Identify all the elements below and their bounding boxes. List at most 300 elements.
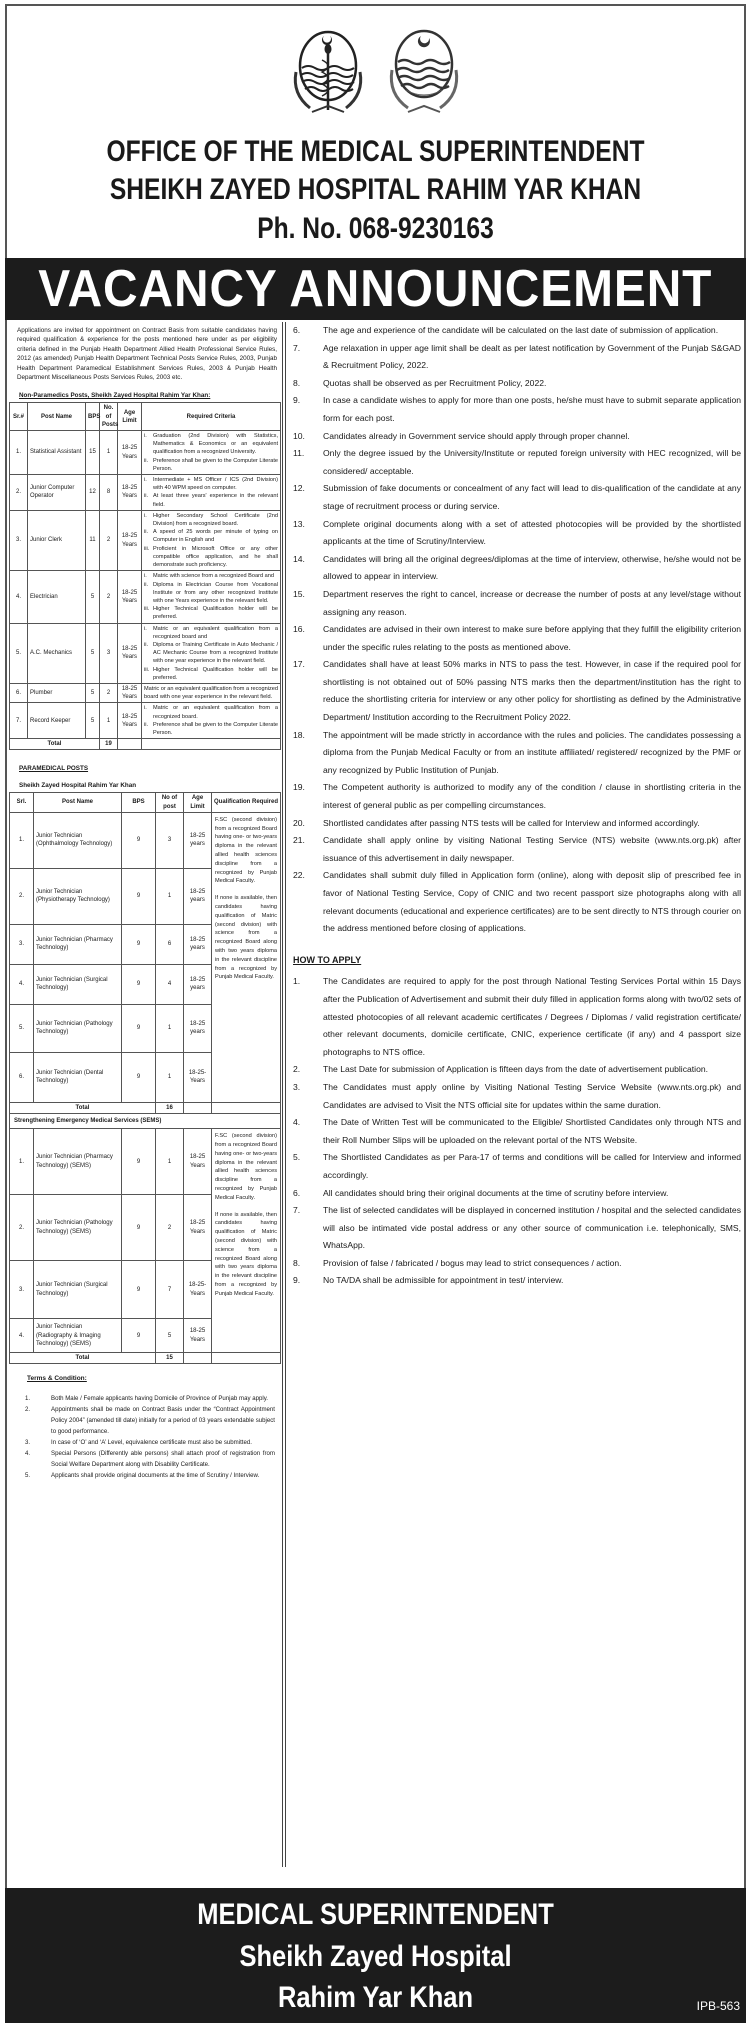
item-text: The Shortlisted Candidates as per Para-17 of terms and conditions will be called for Interview and informed accordingly. [323,1152,741,1180]
empty-cell [184,1102,212,1113]
criteria-text: Matric or an equivalent qualification from a recognized board with one year experience in the relevant field. [144,685,279,701]
left-column [9,322,281,1481]
criteria-cell [142,703,281,739]
item-text: Candidate shall apply online by visiting National Testing Service (NTS) website (www.nts.org.pk) after issuance of this advertisement in daily newspaper. [323,835,741,863]
criteria-item [144,666,278,682]
item-number: 5. [25,1472,31,1480]
criteria-item [144,704,278,720]
sr-cell: 4. [10,571,28,623]
item-number: 7. [293,1205,301,1216]
item-number: 19. [293,782,305,793]
item-text: The list of selected candidates will be displayed in concerned institution / hospital and the selected candidates will also be intimated vide postal address or any other source of communication i.e. telephonically, SMS, WhatsApp. [323,1205,741,1251]
age-cell: 18-25 years [184,812,212,868]
posts-cell: 2 [100,683,118,702]
criteria-cell [142,623,281,683]
criteria-list [144,476,278,509]
age-cell: 18-25 years [184,1004,212,1052]
bps-cell: 9 [122,1319,156,1353]
bps-cell: 5 [86,683,100,702]
item-text: Appointments shall be made on Contract Basis under the “Contract Appointment Policy 2004” (amended till date) initially for a period of 03 years extendable subject to good performance. [51,1406,275,1436]
post-name-cell: Junior Technician (Surgical Technology) [34,964,122,1004]
item-number: 7. [293,342,301,353]
criteria-item [144,572,278,580]
post-name-cell: Record Keeper [28,703,86,739]
conditions-list [293,322,741,938]
item-number: 3. [293,1081,301,1092]
terms-heading: Terms & Condition: [27,1375,87,1383]
criteria-number: i. [144,512,147,519]
item-text: In case a candidate wishes to apply for more than one posts, he/she must have to submit separate application form for each post. [323,395,741,423]
bps-cell: 9 [122,1004,156,1052]
item-text: Only the degree issued by the University/Institute or reputed foreign university with HEC recognized, will be considered/ acceptable. [323,448,741,476]
terms-list [25,1393,275,1481]
list-item [293,1079,741,1114]
right-column [293,322,741,1290]
qualification-primary: F.SC (second division) from a recognized Board having one- or two-years diploma in the relevant allied health sciences discipline from a recognized by Punjab Medical Faculty. [215,1133,277,1201]
post-name-cell: Junior Technician (Ophthalmology Technology) [34,812,122,868]
list-item [293,1185,741,1203]
criteria-number: i. [144,705,147,712]
total-label: Total [10,1353,156,1364]
criteria-item [144,528,278,544]
bps-cell: 5 [86,623,100,683]
criteria-number: i. [144,433,147,440]
item-number: 18. [293,729,305,740]
criteria-text: Preference shall be given to the Computer Literate Person. [153,721,278,736]
sr-cell: 3. [10,924,34,964]
age-cell: 18-25 Years [184,1319,212,1353]
list-item [293,480,741,515]
criteria-text: Higher Technical Qualification holder will be preferred. [153,666,278,681]
criteria-item [144,581,278,606]
bps-cell: 9 [122,1129,156,1195]
criteria-text: Higher Technical Qualification holder will be preferred. [153,606,278,621]
table-row [10,475,281,511]
non-paramedic-table [9,402,281,750]
posts-cell: 8 [100,475,118,511]
item-text: Candidates are advised in their own interest to make sure before applying that they fulfill the eligibility criterion under the specific rules relating to the posts as mentioned above. [323,624,741,652]
item-number: 6. [293,1187,301,1198]
item-number: 6. [293,325,301,335]
item-number: 1. [293,976,301,987]
bps-cell: 15 [86,431,100,475]
age-cell: 18-25 years [184,924,212,964]
criteria-item [144,545,278,570]
posts-cell: 4 [156,964,184,1004]
bps-cell: 9 [122,868,156,924]
criteria-number: i. [144,477,147,484]
criteria-item [144,605,278,621]
post-name-cell: Junior Technician (Pathology Technology) [34,1004,122,1052]
item-text: Submission of fake documents or concealment of any fact will lead to dis-qualification of the candidate at any stage of recruitment process or during service. [323,483,741,511]
list-item [293,867,741,937]
sr-cell: 1. [10,1129,34,1195]
bps-cell: 9 [122,1052,156,1102]
empty-cell [184,1353,212,1364]
bps-cell: 9 [122,964,156,1004]
item-number: 9. [293,395,301,406]
sr-cell: 1. [10,812,34,868]
col-posts: No. of Posts [100,403,118,431]
criteria-text: A speed of 25 words per minute of typing on Computer in English and [153,529,278,544]
criteria-cell [142,475,281,511]
post-name-cell: Electrician [28,571,86,623]
list-item [293,551,741,586]
posts-cell: 6 [156,924,184,964]
criteria-number: iii. [144,606,150,613]
criteria-number: iii. [144,545,150,552]
criteria-number: ii. [144,721,149,728]
criteria-item [144,721,278,737]
posts-cell: 3 [156,812,184,868]
criteria-item [144,457,278,473]
table-row [10,431,281,475]
item-text: Candidates will bring all the original degrees/diplomas at the time of interview, otherwise, he/she would not be allowed to appear in interview. [323,553,741,582]
criteria-item [144,625,278,641]
col-post-name: Post Name [28,403,86,431]
sr-cell: 3. [10,1261,34,1319]
list-item [293,375,741,393]
criteria-number: ii. [144,641,149,648]
list-item [293,1149,741,1184]
qualification-alternative: If none is available, then candidates having qualification of Matric (second division) with science from a recognized Board along with two years diploma in the relevant discipline from a recognized by Punjab Medical Faculty. [215,1211,277,1297]
logo-row [0,20,751,120]
posts-cell: 1 [100,431,118,475]
age-cell: 18-25 Years [118,475,142,511]
total-label: Total [10,739,100,750]
item-number: 12. [293,483,305,494]
item-text: The Competent authority is authorized to modify any of the condition / clause in shortlisting criteria in the interest of general public as per compelling circumstances. [323,782,741,811]
age-cell: 18-25 Years [118,571,142,623]
qualification-primary: F.SC (second division) from a recognized Board having one- or two-years diploma in the relevant allied health sciences discipline from a recognized by Punjab Medical Faculty. [215,816,277,885]
list-item [25,1437,275,1448]
age-cell: 18-25 Years [118,683,142,702]
age-cell: 18-25 Years [184,1129,212,1195]
col-bps: BPS [86,403,100,431]
posts-cell: 7 [156,1261,184,1319]
item-number: 5. [293,1152,301,1163]
list-item [293,832,741,867]
criteria-text: Matric or an equivalent qualification from a recognized board and [153,625,278,640]
item-text: No TA/DA shall be admissible for appointment in test/ interview. [323,1275,564,1286]
item-number: 3. [25,1439,31,1447]
list-item [293,516,741,551]
criteria-item [144,685,278,701]
item-text: The Last Date for submission of Application is fifteen days from the date of advertisement publication. [323,1064,709,1075]
hospital-title: SHEIKH ZAYED HOSPITAL RAHIM YAR KHAN [109,173,642,206]
item-text: In case of ‘O’ and ‘A’ Level, equivalence certificate must also be submitted. [51,1439,252,1447]
list-item [293,586,741,621]
criteria-text: Diploma in Electrician Course from Vocational Institute or from any other recognized Institute with one Years experience in the relevant field. [153,581,278,604]
qualification-cell [212,1129,281,1353]
list-item [293,621,741,656]
col-bps: BPS [122,793,156,812]
table-row [10,1129,281,1195]
list-item [293,1114,741,1149]
empty-cell [142,739,281,750]
item-number: 13. [293,518,305,529]
table-header-row [10,793,281,812]
list-item [293,392,741,427]
post-name-cell: Junior Technician (Radiography & Imaging Technology) (SEMS) [34,1319,122,1353]
item-text: Candidates shall have at least 50% marks in NTS to pass the test. However, in case if the required pool for shortlisting is not obtained out of 50% passing NTS marks then the department/institution has the right to reduce the shortlisting criteria for interview or any other policy for shortlisting as defined by the Administrative Department/ Institution according to the Recruitment Policy 2022. [323,659,741,723]
criteria-text: At least three years' experience in the relevant field. [153,493,278,508]
list-item [293,428,741,446]
qualification-cell [212,812,281,1102]
sr-cell: 4. [10,964,34,1004]
criteria-text: Proficient in Microsoft Office or any other compatible office application, and he shall demonstrate such proficiency. [153,545,278,569]
post-name-cell: Plumber [28,683,86,702]
item-text: The Candidates are required to apply for the post through National Testing Services Portal within 15 Days after the Publication of Advertisement and submit their duly filled in application forms along with two/02 sets of attested photocopies of all relevant academic certificates / Degrees / Diplomas / valid registration certificate/ other relevant documents, domicile certificate, CNIC, experience certificate (if any) and 4 passport size photographs to NTS office. [323,976,741,1057]
punjab-government-emblem-icon [382,20,466,120]
col-sr: Sr.# [10,403,28,431]
age-cell: 18-25 Years [118,431,142,475]
criteria-list [144,704,278,737]
age-cell: 18-25 Years [184,1195,212,1261]
bps-cell: 5 [86,571,100,623]
intro-paragraph: Applications are invited for appointment on Contract Basis from suitable candidates having required qualification & experience for the posts mentioned here under as per eligibility criteria defined in the Punjab Health Department Allied Health Professional Service Rules, 2012 (as amended) Punjab Health Department Technical Posts Service Rules, 2003, Punjab Health Department Paramedical Establishment Services Rules, 2003 & Punjab Health Department Miscellaneous Posts Services Rules, 2003 etc. [17,327,277,382]
col-sr: Srl. [10,793,34,812]
table-row [10,683,281,702]
item-text: Candidates already in Government service should apply through proper channel. [323,430,630,441]
bps-cell: 9 [122,1195,156,1261]
posts-cell: 1 [156,1052,184,1102]
criteria-list [144,512,278,569]
posts-cell: 1 [156,1129,184,1195]
sr-cell: 5. [10,1004,34,1052]
posts-cell: 1 [100,703,118,739]
sr-cell: 1. [10,431,28,475]
item-text: Provision of false / fabricated / bogus may lead to strict consequences / action. [323,1257,622,1268]
post-name-cell: Junior Technician (Pathology Technology) (SEMS) [34,1195,122,1261]
item-text: Complete original documents along with a set of attested photocopies will be provided by the shortlisted applicants at the time of Scrutiny/Interview. [323,518,741,547]
footer-banner [5,1888,746,2023]
criteria-number: ii. [144,457,149,464]
posts-cell: 2 [156,1195,184,1261]
empty-cell [118,739,142,750]
criteria-item [144,512,278,528]
list-item [293,445,741,480]
item-text: Shortlisted candidates after passing NTS tests will be called for Interview and informed accordingly. [323,817,700,828]
criteria-list [144,685,278,701]
list-item [25,1393,275,1404]
col-posts: No of post [156,793,184,812]
item-text: Applicants shall provide original documents at the time of Scrutiny / Interview. [51,1472,260,1480]
item-number: 15. [293,588,305,599]
post-name-cell: Junior Clerk [28,510,86,570]
item-text: Quotas shall be observed as per Recruitment Policy, 2022. [323,377,547,388]
age-cell: 18-25 years [184,964,212,1004]
criteria-cell [142,571,281,623]
criteria-list [144,432,278,473]
item-number: 8. [293,1257,301,1268]
item-text: Candidates shall submit duly filled in Application form (online), along with deposit slip of prescribed fee in favor of National Testing Service, Copy of CNIC and two recent passport size photographs along with all relevant documents (educational and experience certificates) are to be sent directly to NTS through courier on the address mentioned before closing of applications. [323,870,741,934]
item-number: 14. [293,553,305,564]
item-number: 10. [293,430,305,441]
list-item [25,1404,275,1437]
criteria-number: i. [144,625,147,632]
total-row [10,1353,281,1364]
sr-cell: 6. [10,1052,34,1102]
criteria-number: iii. [144,666,150,673]
list-item [25,1470,275,1481]
criteria-cell [142,510,281,570]
criteria-text: Graduation (2nd Division) with Statistics, Mathematics & Economics or an equivalent qualification from a recognized University. [153,433,278,456]
table-row [10,623,281,683]
criteria-text: Preference shall be given to the Computer Literate Person. [153,457,278,472]
sr-cell: 2. [10,1195,34,1261]
empty-cell [212,1353,281,1364]
post-name-cell: A.C. Mechanics [28,623,86,683]
criteria-text: Higher Secondary School Certificate (2nd Division) from a recognized board. [153,512,278,528]
item-number: 21. [293,835,305,846]
item-text: The Candidates must apply online by Visiting National Testing Service Website (www.nts.org.pk) and Candidates are advised to Visit the NTS official site for updates within the same duration. [323,1081,741,1110]
criteria-number: ii. [144,581,149,588]
age-cell: 18-25 Years [118,703,142,739]
post-name-cell: Junior Technician (Pharmacy Technology) [34,924,122,964]
total-value: 15 [156,1353,184,1364]
item-number: 22. [293,870,305,881]
item-number: 20. [293,817,305,828]
bps-cell: 9 [122,812,156,868]
criteria-item [144,641,278,666]
criteria-item [144,476,278,492]
item-number: 16. [293,624,305,635]
post-name-cell: Statistical Assistant [28,431,86,475]
column-divider [282,322,286,1867]
item-text: The age and experience of the candidate will be calculated on the last date of submission of application. [323,325,719,335]
footer-hospital: Sheikh Zayed Hospital [239,1940,512,1973]
total-value: 19 [100,739,118,750]
list-item [293,656,741,726]
how-to-apply-list [293,973,741,1290]
posts-cell: 1 [156,868,184,924]
item-text: The appointment will be made strictly in accordance with the rules and policies. The candidates possessing a diploma from the Punjab Medical Faculty or from an institute affiliated/ registered/ recognized by the PMF or any recognized by Public Institution of Punjab. [323,729,741,775]
phone-number: Ph. No. 068-9230163 [257,212,494,245]
punjab-health-emblem-icon [286,20,370,120]
posts-cell: 2 [100,510,118,570]
list-item [293,1061,741,1079]
list-item [293,727,741,780]
sr-cell: 2. [10,868,34,924]
total-row [10,739,281,750]
criteria-text: Matric with science from a recognized Board and [153,573,274,580]
age-cell: 18-25- Years [184,1261,212,1319]
item-number: 2. [293,1064,301,1075]
footer-title: MEDICAL SUPERINTENDENT [197,1898,554,1931]
col-qualification: Qualification Required [212,793,281,812]
list-item [293,815,741,833]
item-number: 11. [293,448,305,459]
item-number: 8. [293,377,301,388]
list-item [293,973,741,1061]
table-row [10,703,281,739]
age-cell: 18-25- Years [184,1052,212,1102]
sr-cell: 4. [10,1319,34,1353]
table-header-row [10,403,281,431]
bps-cell: 9 [122,1261,156,1319]
qualification-alternative: If none is available, then candidates having qualification of Matric (second division) with science from a recognized Board along with two years diploma in the relevant discipline from a recognized by Punjab Medical Faculty. [215,895,277,981]
criteria-item [144,492,278,508]
posts-cell: 5 [156,1319,184,1353]
list-item [293,779,741,814]
post-name-cell: Junior Computer Operator [28,475,86,511]
paramedic-subheading: Sheikh Zayed Hospital Rahim Yar Khan [19,782,137,790]
posts-cell: 3 [100,623,118,683]
post-name-cell: Junior Technician (Pharmacy Technology) (SEMS) [34,1129,122,1195]
sems-heading-row [10,1113,281,1128]
bps-cell: 5 [86,703,100,739]
sr-cell: 2. [10,475,28,511]
col-criteria: Required Criteria [142,403,281,431]
non-paramedic-heading: Non-Paramedics Posts, Sheikh Zayed Hospital Rahim Yar Khan: [19,392,211,400]
sr-cell: 7. [10,703,28,739]
bps-cell: 11 [86,510,100,570]
total-label: Total [10,1102,156,1113]
sr-cell: 6. [10,683,28,702]
item-number: 4. [293,1117,301,1128]
criteria-item [144,432,278,457]
bps-cell: 9 [122,924,156,964]
item-number: 17. [293,659,305,670]
criteria-list [144,572,278,621]
col-age: Age Limit [118,403,142,431]
list-item [293,340,741,375]
item-text: Both Male / Female applicants having Domicile of Province of Punjab may apply. [51,1395,269,1403]
age-cell: 18-25 Years [118,623,142,683]
criteria-number: ii. [144,493,149,500]
criteria-number: i. [144,573,147,580]
list-item [293,322,741,340]
item-number: 9. [293,1275,301,1286]
sr-cell: 5. [10,623,28,683]
table-row [10,510,281,570]
item-number: 1. [25,1395,31,1403]
criteria-text: Intermediate + MS Officer / ICS (2nd Division) with 40 WPM speed on computer. [153,477,278,492]
list-item [25,1448,275,1470]
bps-cell: 12 [86,475,100,511]
post-name-cell: Junior Technician (Physiotherapy Technology) [34,868,122,924]
total-row [10,1102,281,1113]
banner-title: VACANCY ANNOUNCEMENT [38,260,713,318]
item-number: 2. [25,1406,31,1414]
item-text: Age relaxation in upper age limit shall be dealt as per latest notification by Government of the Punjab S&GAD & Recruitment Policy, 2022. [323,342,741,371]
posts-cell: 2 [100,571,118,623]
item-number: 4. [25,1450,31,1458]
criteria-number: ii. [144,529,149,536]
how-to-apply-heading: HOW TO APPLY [293,954,362,965]
criteria-text: Diploma or Training Certificate in Auto Mechanic / AC Mechanic Course from a recognized Institute with one year experience in the relevant field. [153,641,278,665]
criteria-list [144,625,278,682]
table-row [10,812,281,868]
paramedic-table [9,792,281,1364]
footer-city: Rahim Yar Khan [277,1981,474,2014]
list-item [293,1255,741,1273]
item-text: The Date of Written Test will be communicated to the Eligible/ Shortlisted Candidates only through NTS and their Roll Number Slips will be uploaded on the relevant portal of the NTS Website. [323,1117,741,1145]
total-value: 16 [156,1102,184,1113]
age-cell: 18-25 years [184,868,212,924]
sr-cell: 3. [10,510,28,570]
vacancy-banner [5,258,746,320]
list-item [293,1272,741,1290]
office-title: OFFICE OF THE MEDICAL SUPERINTENDENT [106,135,645,168]
criteria-cell [142,431,281,475]
table-row [10,571,281,623]
paramedic-heading: PARAMEDICAL POSTS [19,765,89,773]
item-text: Department reserves the right to cancel, increase or decrease the number of posts at any level/stage without assigning any reason. [323,588,741,617]
age-cell: 18-25 Years [118,510,142,570]
ad-code: IPB-563 [696,1999,740,2013]
